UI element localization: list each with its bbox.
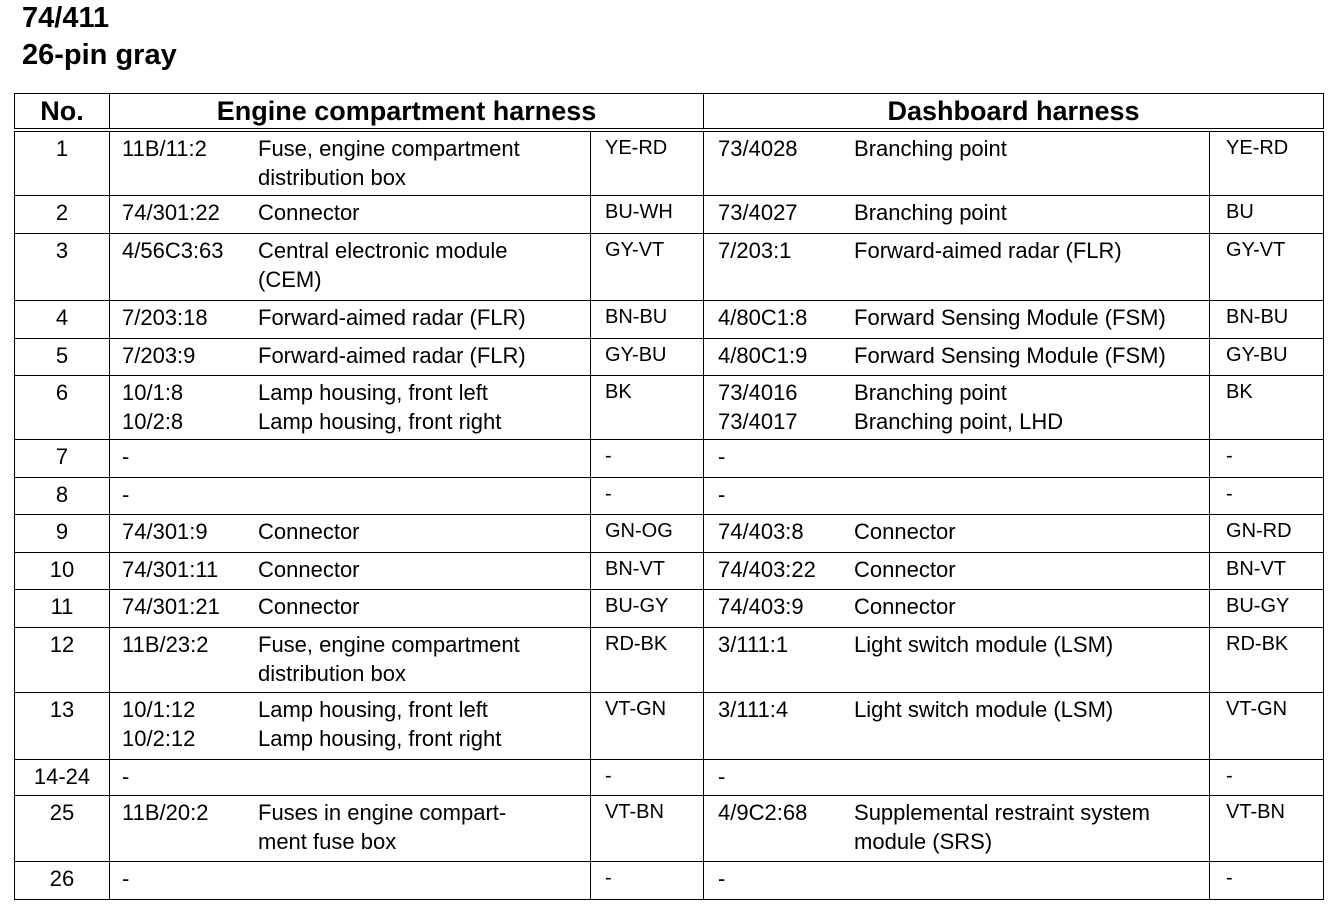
dashboard-component-code: - xyxy=(718,444,726,469)
pin-number: 9 xyxy=(15,515,110,553)
dashboard-wire-color: BU xyxy=(1210,196,1324,234)
dashboard-line xyxy=(704,198,1209,227)
dashboard-component-description xyxy=(854,864,1209,893)
engine-harness-header: Engine compartment harness xyxy=(110,94,704,131)
dashboard-wire-color: BU-GY xyxy=(1210,590,1324,628)
dashboard-component-code: 73/4027 xyxy=(718,200,798,225)
pin-number: 4 xyxy=(15,301,110,339)
engine-line xyxy=(110,724,590,753)
dashboard-wire-color: BN-BU xyxy=(1210,301,1324,339)
pin-row xyxy=(15,478,1324,515)
dashboard-component-code: 3/111:4 xyxy=(718,697,789,722)
dashboard-component-description: Connector xyxy=(854,594,956,619)
engine-wire-color: - xyxy=(591,478,704,515)
engine-harness-cell xyxy=(110,339,591,376)
engine-harness-cell xyxy=(110,693,591,760)
engine-wire-color: GN-OG xyxy=(591,515,704,553)
engine-harness-cell xyxy=(110,440,591,478)
engine-component-code: 11B/11:2 xyxy=(122,136,207,161)
engine-line xyxy=(110,864,590,893)
engine-wire-color: - xyxy=(591,440,704,478)
dashboard-line xyxy=(704,236,1209,265)
engine-component-code: 10/1:12 xyxy=(122,697,196,722)
pin-row xyxy=(15,196,1324,234)
pin-row xyxy=(15,862,1324,900)
engine-line xyxy=(110,762,590,791)
dashboard-line xyxy=(704,864,1209,893)
dashboard-line xyxy=(704,827,1209,856)
engine-line xyxy=(110,659,590,688)
dashboard-line xyxy=(704,630,1209,659)
dashboard-component-description: Branching point, LHD xyxy=(854,409,1064,434)
dashboard-component-description xyxy=(854,442,1209,471)
dashboard-component-code: 4/9C2:68 xyxy=(718,800,808,825)
dashboard-harness-cell xyxy=(704,440,1210,478)
engine-wire-color: - xyxy=(591,760,704,796)
engine-component-code: 74/301:22 xyxy=(122,200,220,225)
dashboard-harness-cell xyxy=(704,590,1210,628)
dashboard-line xyxy=(704,407,1209,436)
pin-number: 3 xyxy=(15,234,110,301)
engine-line xyxy=(110,407,590,436)
connector-id: 74/411 xyxy=(22,2,110,34)
pin-row xyxy=(15,760,1324,796)
dashboard-component-code: - xyxy=(718,764,726,789)
engine-wire-color: RD-BK xyxy=(591,628,704,693)
engine-component-code: 74/301:21 xyxy=(122,594,220,619)
pin-number: 7 xyxy=(15,440,110,478)
dashboard-component-description: module (SRS) xyxy=(854,829,993,854)
engine-component-code: - xyxy=(122,764,130,789)
dashboard-component-code: 73/4016 xyxy=(718,380,798,405)
pin-number: 6 xyxy=(15,376,110,440)
dashboard-harness-cell xyxy=(704,130,1210,196)
dashboard-component-description: Branching point xyxy=(854,200,1007,225)
dashboard-component-description: Forward Sensing Module (FSM) xyxy=(854,305,1166,330)
dashboard-harness-cell xyxy=(704,339,1210,376)
engine-component-code xyxy=(110,659,258,688)
dashboard-wire-color: VT-BN xyxy=(1210,796,1324,862)
dashboard-line xyxy=(704,592,1209,621)
engine-harness-cell xyxy=(110,515,591,553)
engine-harness-cell xyxy=(110,478,591,515)
header-row xyxy=(15,94,1324,131)
engine-component-description: Connector xyxy=(258,200,360,225)
engine-wire-color: BU-WH xyxy=(591,196,704,234)
engine-line xyxy=(110,341,590,370)
engine-harness-cell xyxy=(110,760,591,796)
dashboard-component-code: 73/4017 xyxy=(718,409,798,434)
engine-wire-color: YE-RD xyxy=(591,130,704,196)
engine-component-code: - xyxy=(122,444,130,469)
engine-component-code xyxy=(110,163,258,192)
pin-row xyxy=(15,628,1324,693)
dashboard-wire-color: GY-VT xyxy=(1210,234,1324,301)
engine-wire-color: BK xyxy=(591,376,704,440)
dashboard-component-description: Branching point xyxy=(854,136,1007,161)
pin-row xyxy=(15,440,1324,478)
engine-wire-color: BN-BU xyxy=(591,301,704,339)
engine-component-description xyxy=(258,442,590,471)
dashboard-component-description: Light switch module (LSM) xyxy=(854,632,1114,657)
engine-component-description: Lamp housing, front left xyxy=(258,697,488,722)
engine-wire-color: BU-GY xyxy=(591,590,704,628)
engine-component-description: Fuse, engine compartment xyxy=(258,136,520,161)
engine-harness-cell xyxy=(110,862,591,900)
engine-line xyxy=(110,236,590,265)
dashboard-line xyxy=(704,695,1209,724)
engine-component-code: 10/2:8 xyxy=(122,409,184,434)
engine-harness-cell xyxy=(110,196,591,234)
dashboard-line xyxy=(704,303,1209,332)
engine-component-code: 10/1:8 xyxy=(122,380,184,405)
dashboard-component-code: 3/111:1 xyxy=(718,632,789,657)
no-header: No. xyxy=(15,94,110,131)
engine-component-description: (CEM) xyxy=(258,267,322,292)
engine-component-description: Lamp housing, front right xyxy=(258,726,502,751)
engine-harness-cell xyxy=(110,628,591,693)
dashboard-component-description: Supplemental restraint system xyxy=(854,800,1150,825)
dashboard-line xyxy=(704,480,1209,509)
pin-number: 11 xyxy=(15,590,110,628)
engine-component-description: ment fuse box xyxy=(258,829,397,854)
dashboard-line xyxy=(704,341,1209,370)
pin-number: 5 xyxy=(15,339,110,376)
dashboard-component-code: - xyxy=(718,866,726,891)
engine-wire-color: BN-VT xyxy=(591,553,704,590)
dashboard-component-description xyxy=(854,762,1209,791)
engine-line xyxy=(110,265,590,294)
dashboard-component-code: 74/403:22 xyxy=(718,557,816,582)
pin-number: 12 xyxy=(15,628,110,693)
dashboard-component-description: Light switch module (LSM) xyxy=(854,697,1114,722)
engine-component-description: Central electronic module xyxy=(258,238,508,263)
pin-number: 25 xyxy=(15,796,110,862)
pin-row xyxy=(15,590,1324,628)
dashboard-harness-cell xyxy=(704,553,1210,590)
dashboard-harness-cell xyxy=(704,628,1210,693)
engine-line xyxy=(110,555,590,584)
engine-line xyxy=(110,134,590,163)
engine-harness-cell xyxy=(110,796,591,862)
engine-component-description: Forward-aimed radar (FLR) xyxy=(258,305,526,330)
engine-component-description xyxy=(258,762,590,791)
dashboard-line xyxy=(704,762,1209,791)
dashboard-component-description xyxy=(854,480,1209,509)
pin-row xyxy=(15,376,1324,440)
engine-component-description: Forward-aimed radar (FLR) xyxy=(258,343,526,368)
engine-line xyxy=(110,442,590,471)
dashboard-line xyxy=(704,517,1209,546)
engine-line xyxy=(110,303,590,332)
dashboard-component-code: 4/80C1:9 xyxy=(718,343,808,368)
dashboard-component-description: Connector xyxy=(854,519,956,544)
dashboard-harness-cell xyxy=(704,760,1210,796)
dashboard-wire-color: BN-VT xyxy=(1210,553,1324,590)
dashboard-wire-color: - xyxy=(1210,760,1324,796)
engine-component-code: 74/301:9 xyxy=(122,519,208,544)
engine-component-description: Connector xyxy=(258,594,360,619)
engine-harness-cell xyxy=(110,376,591,440)
dashboard-component-code: 73/4028 xyxy=(718,136,798,161)
engine-harness-cell xyxy=(110,234,591,301)
engine-line xyxy=(110,517,590,546)
pin-number: 10 xyxy=(15,553,110,590)
engine-line xyxy=(110,695,590,724)
engine-component-description: Fuse, engine compartment xyxy=(258,632,520,657)
pin-row xyxy=(15,796,1324,862)
engine-line xyxy=(110,378,590,407)
dashboard-harness-cell xyxy=(704,301,1210,339)
engine-component-code: 4/56C3:63 xyxy=(122,238,224,263)
engine-wire-color: GY-BU xyxy=(591,339,704,376)
pinout-body xyxy=(15,130,1324,900)
dashboard-wire-color: GN-RD xyxy=(1210,515,1324,553)
pin-number: 1 xyxy=(15,130,110,196)
dashboard-component-description: Forward Sensing Module (FSM) xyxy=(854,343,1166,368)
engine-wire-color: VT-BN xyxy=(591,796,704,862)
pin-row xyxy=(15,339,1324,376)
dashboard-line xyxy=(704,798,1209,827)
pin-row xyxy=(15,515,1324,553)
dashboard-harness-cell xyxy=(704,376,1210,440)
pin-row xyxy=(15,553,1324,590)
dashboard-component-description: Forward-aimed radar (FLR) xyxy=(854,238,1122,263)
engine-component-code: 74/301:11 xyxy=(122,557,219,582)
engine-component-code: - xyxy=(122,866,130,891)
pin-row xyxy=(15,693,1324,760)
engine-component-code: 11B/23:2 xyxy=(122,632,209,657)
engine-component-code: 7/203:18 xyxy=(122,305,208,330)
engine-component-code: - xyxy=(122,482,130,507)
engine-wire-color: GY-VT xyxy=(591,234,704,301)
pin-row xyxy=(15,301,1324,339)
dashboard-wire-color: YE-RD xyxy=(1210,130,1324,196)
pin-number: 13 xyxy=(15,693,110,760)
dashboard-wire-color: - xyxy=(1210,478,1324,515)
dashboard-wire-color: BK xyxy=(1210,376,1324,440)
engine-component-description: Fuses in engine compart- xyxy=(258,800,507,825)
dashboard-harness-cell xyxy=(704,693,1210,760)
dashboard-harness-cell xyxy=(704,862,1210,900)
dashboard-wire-color: - xyxy=(1210,440,1324,478)
pin-row xyxy=(15,234,1324,301)
pin-row xyxy=(15,130,1324,196)
dashboard-component-code: - xyxy=(718,482,726,507)
dashboard-harness-cell xyxy=(704,478,1210,515)
engine-component-description: Lamp housing, front right xyxy=(258,409,502,434)
engine-component-code: 11B/20:2 xyxy=(122,800,209,825)
dashboard-harness-cell xyxy=(704,196,1210,234)
engine-component-description xyxy=(258,480,590,509)
dashboard-line xyxy=(704,134,1209,163)
engine-wire-color: VT-GN xyxy=(591,693,704,760)
pin-number: 14-24 xyxy=(15,760,110,796)
engine-line xyxy=(110,592,590,621)
engine-harness-cell xyxy=(110,301,591,339)
dashboard-harness-cell xyxy=(704,796,1210,862)
engine-component-code: 7/203:9 xyxy=(122,343,196,368)
engine-line xyxy=(110,798,590,827)
engine-harness-cell xyxy=(110,130,591,196)
engine-component-description: Connector xyxy=(258,519,360,544)
dashboard-wire-color: - xyxy=(1210,862,1324,900)
engine-component-description xyxy=(258,864,590,893)
dashboard-line xyxy=(704,555,1209,584)
dashboard-component-code: 7/203:1 xyxy=(718,238,792,263)
dashboard-wire-color: RD-BK xyxy=(1210,628,1324,693)
dashboard-component-code xyxy=(704,827,854,856)
engine-component-description: Connector xyxy=(258,557,360,582)
engine-harness-cell xyxy=(110,553,591,590)
engine-component-code: 10/2:12 xyxy=(122,726,196,751)
dashboard-harness-cell xyxy=(704,515,1210,553)
dashboard-wire-color: GY-BU xyxy=(1210,339,1324,376)
engine-line xyxy=(110,163,590,192)
engine-harness-cell xyxy=(110,590,591,628)
engine-line xyxy=(110,480,590,509)
dashboard-component-code: 4/80C1:8 xyxy=(718,305,808,330)
dashboard-component-code: 74/403:8 xyxy=(718,519,804,544)
engine-line xyxy=(110,198,590,227)
pin-number: 26 xyxy=(15,862,110,900)
dashboard-harness-header: Dashboard harness xyxy=(704,94,1324,131)
dashboard-component-description: Connector xyxy=(854,557,956,582)
engine-component-description: Lamp housing, front left xyxy=(258,380,488,405)
engine-component-description: distribution box xyxy=(258,661,406,686)
dashboard-line xyxy=(704,378,1209,407)
pinout-table xyxy=(14,93,1324,900)
dashboard-component-code: 74/403:9 xyxy=(718,594,804,619)
engine-line xyxy=(110,630,590,659)
dashboard-wire-color: VT-GN xyxy=(1210,693,1324,760)
dashboard-component-description: Branching point xyxy=(854,380,1007,405)
engine-line xyxy=(110,827,590,856)
engine-wire-color: - xyxy=(591,862,704,900)
engine-component-description: distribution box xyxy=(258,165,406,190)
pin-number: 2 xyxy=(15,196,110,234)
dashboard-harness-cell xyxy=(704,234,1210,301)
dashboard-line xyxy=(704,442,1209,471)
engine-component-code xyxy=(110,265,258,294)
pin-number: 8 xyxy=(15,478,110,515)
engine-component-code xyxy=(110,827,258,856)
connector-type: 26-pin gray xyxy=(22,39,177,71)
